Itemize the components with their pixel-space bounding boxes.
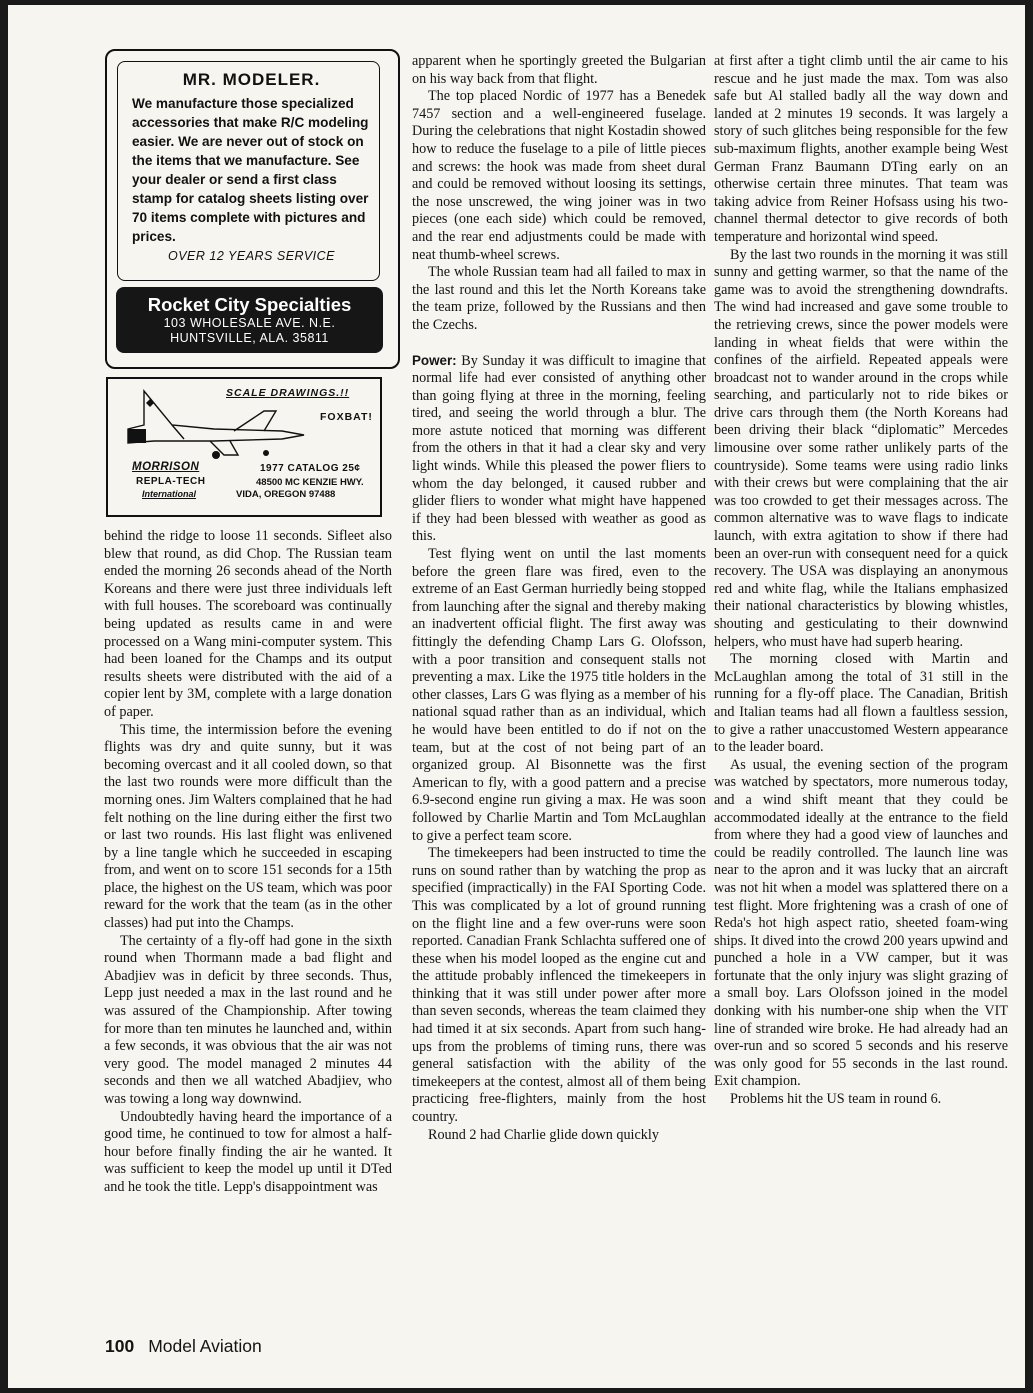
paragraph-power: [412, 352, 706, 547]
paragraph: The whole Russian team had all failed to max in the last round and this let the North Koreans take the team prize, followed by the Russians and then the Czechs.: [412, 264, 706, 333]
ad-mr-modeler-text-box: [117, 61, 380, 281]
paragraph: The certainty of a fly-off had gone in the sixth round when Thormann made a bad flight and Abadjiev was in deficit by three seconds. Thus, Lepp just needed a max in the last round and he was assured of the Championship. After towing for more than ten minutes he launched and, within a few seconds, it was obvious that the air was not very good. The model managed 2 minutes 44 seconds and then we all watched Abadjiev, who was towing a long way downwind.: [104, 932, 392, 1107]
paragraph: Round 2 had Charlie glide down quickly: [428, 1126, 659, 1143]
ad-brand: MORRISON: [132, 461, 200, 473]
article-column-2: [412, 53, 706, 1144]
ad-address-line-2: HUNTSVILLE, ALA. 35811: [170, 331, 329, 345]
ad-headline: SCALE DRAWINGS.!!: [226, 387, 350, 399]
paragraph: Problems hit the US team in round 6.: [730, 1091, 942, 1108]
ad-footer: OVER 12 YEARS SERVICE: [167, 249, 336, 263]
ad-mr-modeler: [105, 49, 400, 369]
page-footer: [105, 1336, 262, 1357]
ad-address-line-2: VIDA, OREGON 97488: [236, 489, 336, 500]
ad-address-line-1: 103 WHOLESALE AVE. N.E.: [163, 316, 336, 330]
ad-address-line-1: 48500 MC KENZIE HWY.: [256, 477, 364, 488]
section-lead-power: Power:: [412, 352, 457, 368]
ad-body: We manufacture those specialized accessories that make R/C modeling easier. We are never out of stock on the items that we manufacture. See your dealer or send a first class stamp for catalog sheets listing over 70 items complete with pictures and prices.: [132, 96, 369, 244]
ad-title: MR. MODELER.: [182, 70, 321, 89]
paragraph: The top placed Nordic of 1977 has a Benedek 7457 section and a well-engineered fuselage. During the celebrations that night Kostadin showed how to reduce the fuselage to a pile of little pieces and screws: the hook was made from sheet dural and could be removed without loosing its settings, the nose unscrewed, the wing joiner was in two pieces (one each side) which could be removed, and the rear end adjustments could be made with neat thumb-wheel screws.: [412, 88, 706, 263]
paragraph: Undoubtedly having heard the importance of a good time, he continued to tow for almost a half-hour before finally finding the air he wanted. It was sufficient to keep the model up until it DTed and he took the title. Lepp's disappointment was: [104, 1108, 392, 1195]
article-column-3: [714, 53, 1008, 1109]
paragraph: Test flying went on until the last moments before the green flare was fired, even to the extreme of an East German hurriedly being stopped from launching after the signal and thereby making an inadvertent official flight. The first away was fittingly the defending Champ Lars G. Olofsson, with a poor transition and consequent stalls not preventing a max. Like the 1975 title holders in the other classes, Lars G was flying as a member of his national squad rather than as an individual, which he would have been entitled to do if not on the team, but at the cost of not being part of an organized group. Al Bisonnette was the first American to fly, with a good pattern and a precise 6.9-second engine run giving a max. He was soon followed by Charlie Martin and Tom McLaughlan to give a perfect team score.: [412, 546, 706, 844]
paragraph: By the last two rounds in the morning it was still sunny and getting warmer, so that the name of the game was to avoid the strengthening downdrafts. The wind had increased and gave some trouble to the retrieving crews, since the power models were landing in wheat fields that were within the confines of the airfield. Repeated appeals were broadcast not to wander around in the crops while searching, and particularly not to ride bikes or drive cars through them (the North Koreans had been driving their black “diplomatic” Mercedes limousine over some rather unlikely parts of the countryside). Some teams were using radio links with their crews but were complaining that the air was too crowded to get their messages across. The common alternative was to wave flags to indicate launch, with extra agitation to show if there had been an over-run with consequent need for a quick recovery. The USA was displaying an anonymous red and white flag, while the Italians emphasized their national characteristics by blowing whistles, shouting and gesticulating to their downwind helpers, who must have had superb hearing.: [714, 246, 1008, 650]
page-number: 100: [105, 1336, 135, 1356]
ad-company-name: Rocket City Specialties: [147, 294, 352, 315]
paragraph: at first after a tight climb until the air came to his rescue and he just made the max. Tom was also safe but Al stalled badly all the way down and landed at 2 minutes 19 seconds. It was largely a story of such glitches being responsible for the few sub-maximum flights, another example being West German Franz Baumann DTing early on an otherwise certain three minutes. That team was taking advice from Reiner Hofsass using his two-channel thermal detector to give records of both temperature and horizontal wind speed.: [714, 53, 1008, 245]
paragraph: apparent when he sportingly greeted the Bulgarian on his way back from that flight.: [412, 53, 706, 87]
ad-scale-drawings: [106, 377, 382, 517]
paragraph: behind the ridge to loose 11 seconds. Sifleet also blew that round, as did Chop. The Russian team ended the morning 26 seconds ahead of the North Koreans and there were just three individuals left with full houses. The scoreboard was continually being updated as results came in and were processed on a Wang mini-computer system. This had been loaned for the Champs and its output results sheets were distributed with the aid of a copier lent by 3M, complete with a large donation of paper.: [104, 528, 392, 720]
ad-catalog-price: 1977 CATALOG 25¢: [260, 463, 361, 474]
magazine-page: [8, 5, 1025, 1388]
ad-brand-line-3: International: [142, 489, 197, 499]
article-column-1: [104, 528, 392, 1197]
paragraph: As usual, the evening section of the program was watched by spectators, more numerous today, and a wind shift meant that they could be accommodated ideally at the entrance to the field from where they had a good view of launches and could be readily controlled. The launch line was near to the apron and it was lucky that an aircraft was not hit when a model was splattered there on a test flight. More frightening was a crash of one of Reda's hot high aspect ratio, sheeted foam-wing ships. It dived into the crowd 200 years upwind and punched a hole in a VW camper, but it was fortunate that the only injury was slight grazing of a small boy. Lars Olofsson joined in the model donking with his number-one ship when the VIT line of stranded wire broke. He had already had an over-run and so scored 5 seconds and his reserve was only good for 55 seconds in the last round. Exit champion.: [714, 756, 1008, 1090]
paragraph: The timekeepers had been instructed to time the runs on sound rather than by watching the prop as specified (impractically) in the FAI Sporting Code. This was complicated by a lot of ground running on the flight line and a few over-runs were soon reported. Canadian Frank Schlachta suffered one of these when his model looped as the engine cut and the attitude probably inflenced the timekeepers in thinking that it was still under power after more than seven seconds, whereas the team claimed they had timed it at six seconds. Apart from such hang-ups from the problems of timing runs, there was general satisfaction with the ability of the timekeepers at the contest, almost all of them being practicing free-flighters, mainly from the host country.: [412, 845, 706, 1126]
paragraph: The morning closed with Martin and McLaughlan among the total of 31 still in the running for a fly-off place. The Canadian, British and Italian teams had all flown a faultless session, to give a rather unaccustomed Western appearance to the leader board.: [714, 651, 1008, 756]
ad-brand-line-2: REPLA-TECH: [136, 476, 206, 487]
publication-name: Model Aviation: [148, 1336, 262, 1356]
paragraph: This time, the intermission before the evening flights was dry and quite sunny, but it was becoming overcast and it all cooled down, so that the last two rounds were more difficult than the morning ones. Jim Walters complained that he had felt nothing on the line during either the first two or last two rounds. His last flight was enlivened by a line tangle which he succeeded in escaping from, and went on to score 151 seconds for a 15th place, the highest on the US team, which was poor reward for the work that the team (as in the other classes) had put into the Champs.: [104, 721, 392, 932]
ad-aircraft-name: FOXBAT!: [320, 411, 373, 423]
ad-company-panel: [116, 287, 383, 353]
paragraph-text: By Sunday it was difficult to imagine that normal life had ever consisted of anything other than going flying at three in the morning, feeling tired, and seeing the world through a blur. The more astute noticed that morning was different from the others in that it had a clear sky and very light winds. While this pleased the power fliers to whom the day belonged, it caused rubber and glider fliers to wonder what might have happened if they had been blessed with weather as good as this.: [412, 352, 706, 545]
